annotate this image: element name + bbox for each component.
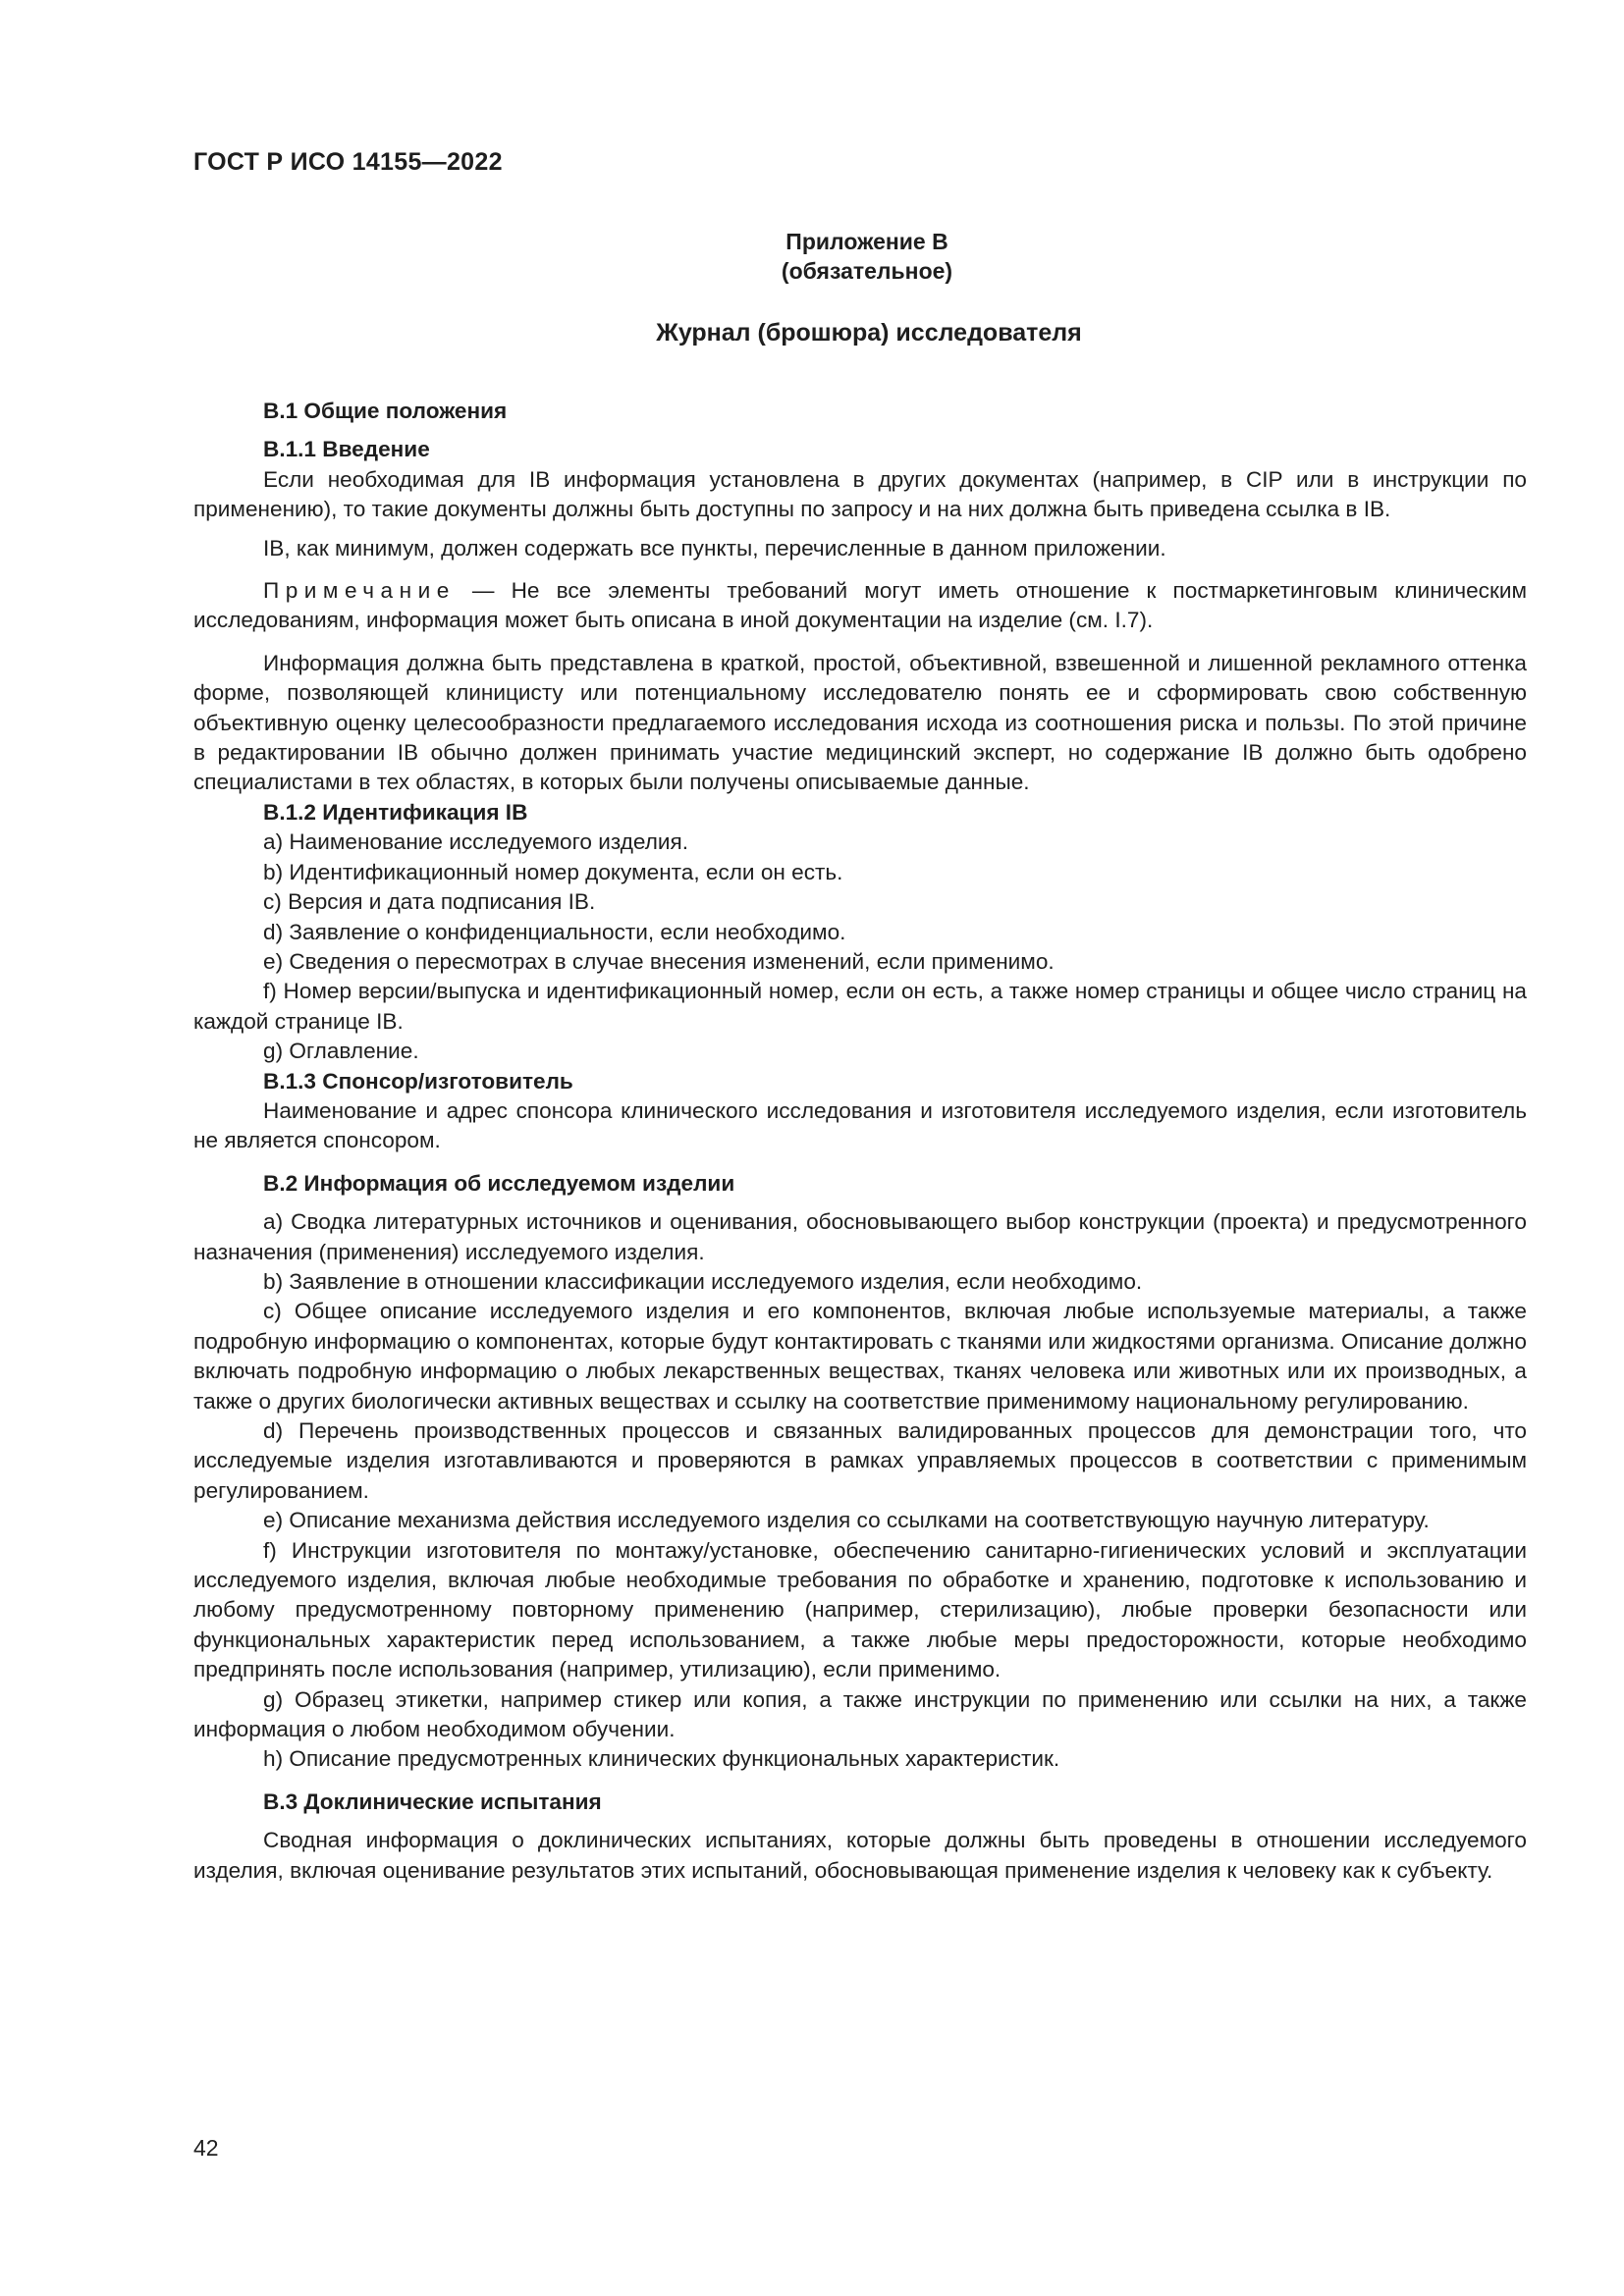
subsection-heading-b12: В.1.2 Идентификация IB: [263, 799, 528, 825]
list-item: g) Оглавление.: [263, 1039, 419, 1064]
appendix-header: [0, 227, 1624, 286]
list-item: f) Инструкции изготовителя по монтажу/установке, обеспечению санитарно-гигиенических условий и эксплуатации исследуемого изделия, включая любые необходимые требования по обработке и хранению, подготовке к использованию и любому предусмотренному повторному применению (например, стерилизацию), любые проверки безопасности или функциональных характеристик перед использованием, а также любые меры предосторожности, которые необходимо предпринять после использования (например, утилизацию), если применимо.: [193, 1537, 1527, 1682]
subsection-heading-b13: В.1.3 Спонсор/изготовитель: [263, 1068, 573, 1094]
page-number: 42: [193, 2135, 219, 2161]
list-item: b) Идентификационный номер документа, если он есть.: [263, 859, 843, 884]
list-item: b) Заявление в отношении классификации исследуемого изделия, если необходимо.: [263, 1268, 1143, 1294]
list-item: a) Сводка литературных источников и оценивания, обосновывающего выбор конструкции (проекта) и предусмотренного назначения (применения) исследуемого изделия.: [193, 1209, 1527, 1264]
section-heading-b2: В.2 Информация об исследуемом изделии: [263, 1170, 735, 1196]
note: [193, 576, 1527, 636]
document-body: [193, 397, 1527, 1886]
list-item: a) Наименование исследуемого изделия.: [263, 829, 689, 855]
list-item: c) Версия и дата подписания IB.: [263, 889, 596, 915]
list-item: e) Сведения о пересмотрах в случае внесения изменений, если применимо.: [263, 948, 1055, 974]
list-item: d) Заявление о конфиденциальности, если необходимо.: [263, 919, 846, 944]
list-item: e) Описание механизма действия исследуемого изделия со ссылками на соответствующую научную литературу.: [263, 1508, 1430, 1533]
document-code: ГОСТ Р ИСО 14155—2022: [193, 148, 503, 176]
section-heading-b1: В.1 Общие положения: [263, 399, 508, 423]
list-item: h) Описание предусмотренных клинических функциональных характеристик.: [263, 1746, 1060, 1772]
appendix-label: Приложение В: [785, 229, 948, 254]
note-label: Примечание: [263, 578, 456, 604]
paragraph: Сводная информация о доклинических испытаниях, которые должны быть проведены в отношении исследуемого изделия, включая оценивание результатов этих испытаний, обосновывающая применение изделия к человеку как к субъекту.: [193, 1828, 1527, 1883]
appendix-title: Журнал (брошюра) исследователя: [656, 319, 1082, 347]
list-item: c) Общее описание исследуемого изделия и его компонентов, включая любые используемые материалы, а также подробную информацию о компонентах, которые будут контактировать с тканями или жидкостями организма. Описание должно включать подробную информацию о любых лекарственных веществах, тканях человека или животных или их производных, а также о других биологически активных веществах и ссылку на соответствие применимому национальному регулированию.: [193, 1299, 1527, 1414]
list-item: g) Образец этикетки, например стикер или копия, а также инструкции по применению или ссылки на них, а также информация о любом необходимом обучении.: [193, 1686, 1527, 1742]
list-item: d) Перечень производственных процессов и связанных валидированных процессов для демонстрации того, что исследуемые изделия изготавливаются и проверяются в рамках управляемых процессов в соответствии с применимым регулированием.: [193, 1418, 1527, 1503]
paragraph: Если необходимая для IB информация установлена в других документах (например, в CIP или в инструкции по применению), то такие документы должны быть доступны по запросу и на них должна быть приведена ссылка в IB.: [193, 466, 1527, 522]
paragraph: Наименование и адрес спонсора клинического исследования и изготовителя исследуемого изделия, если изготовитель не является спонсором.: [193, 1097, 1527, 1153]
paragraph: Информация должна быть представлена в краткой, простой, объективной, взвешенной и лишенной рекламного оттенка форме, позволяющей клиницисту или потенциальному исследователю понять ее и сформировать свою собственную объективную оценку целесообразности предлагаемого исследования исхода из соотношения риска и пользы. По этой причине в редактировании IB обычно должен принимать участие медицинский эксперт, но содержание IB должно быть одобрено специалистами в тех областях, в которых были получены описываемые данные.: [193, 650, 1527, 795]
list-item: f) Номер версии/выпуска и идентификационный номер, если он есть, а также номер страницы и общее число страниц на каждой странице IB.: [193, 979, 1527, 1034]
subsection-heading-b11: В.1.1 Введение: [263, 437, 430, 462]
paragraph: IB, как минимум, должен содержать все пункты, перечисленные в данном приложении.: [263, 535, 1166, 561]
appendix-status: (обязательное): [781, 258, 953, 284]
section-heading-b3: В.3 Доклинические испытания: [263, 1789, 602, 1814]
note-text: — Не все элементы требований могут иметь отношение к постмаркетинговым клиническим исследованиям, информация может быть описана в иной документации на изделие (см. I.7).: [193, 578, 1527, 633]
